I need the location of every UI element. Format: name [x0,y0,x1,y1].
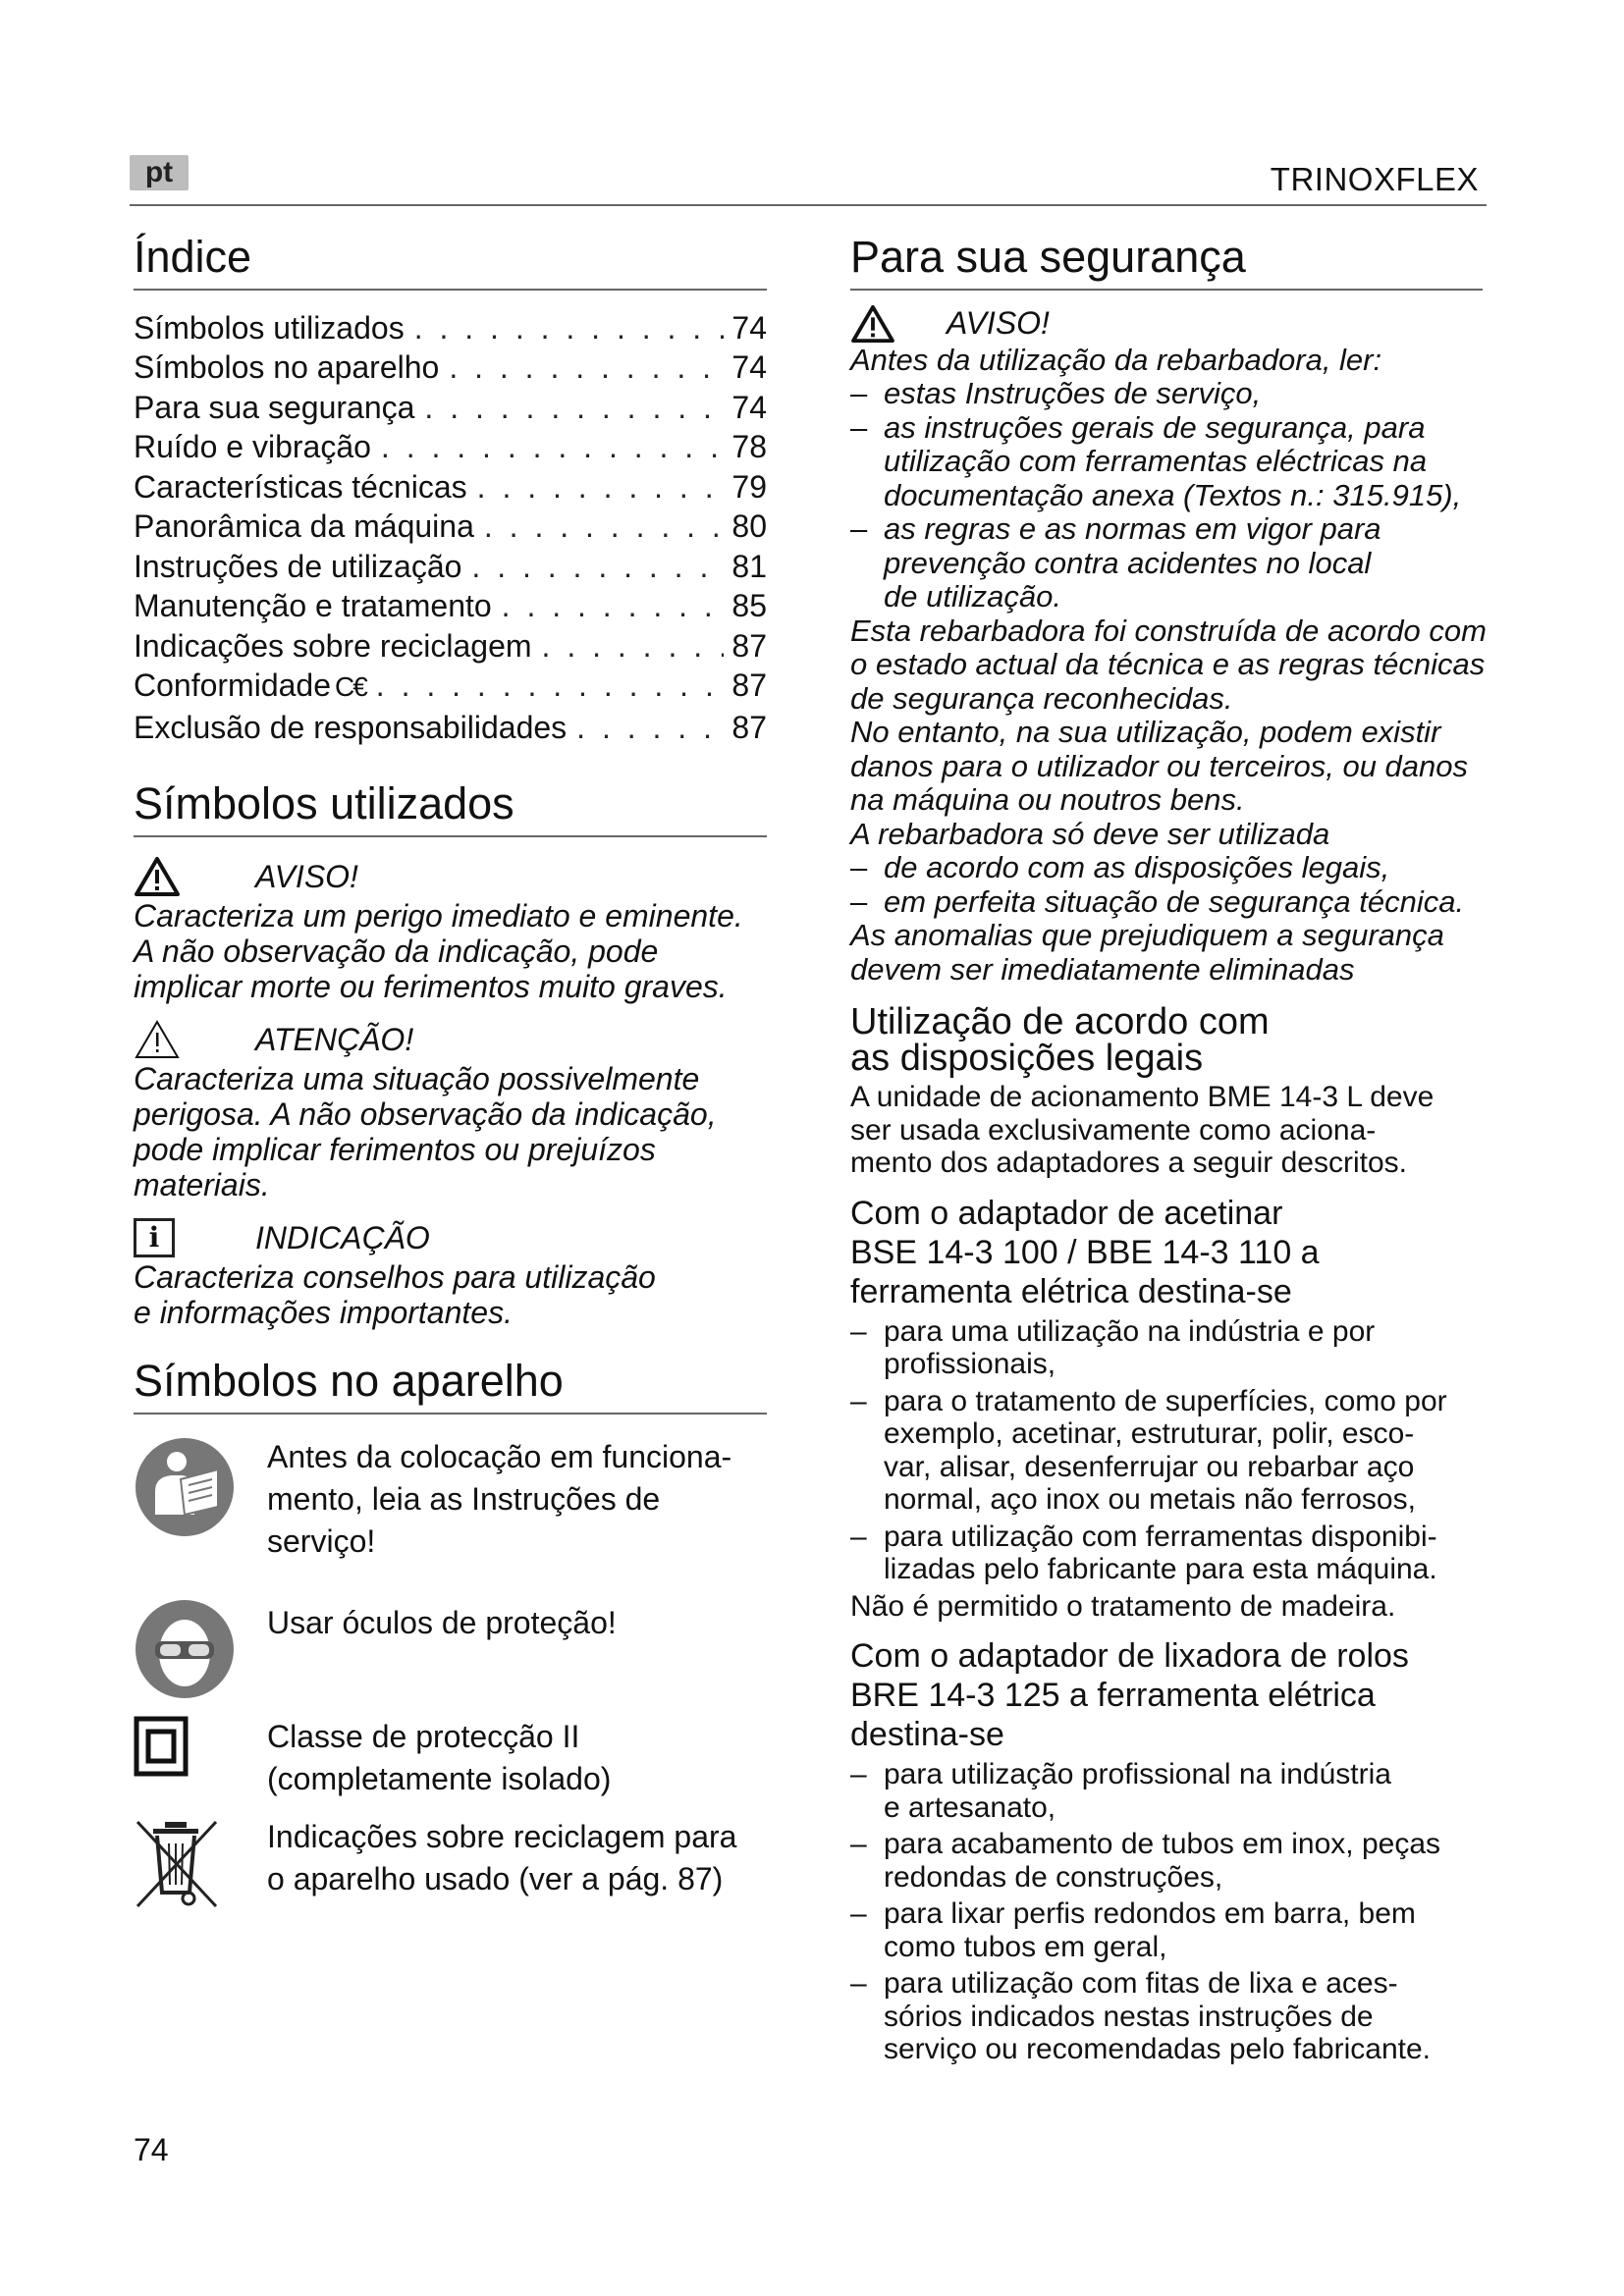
list-item: – em perfeita situação de segurança técnica. [850,885,1518,920]
language-badge: pt [130,155,189,190]
toc-entry[interactable] [134,388,767,428]
toc-entry-page: 87 [731,667,767,704]
list-item: – de acordo com as disposições legais, [850,851,1518,885]
info-icon: i [134,1218,175,1257]
use-conditions-list [850,851,1518,919]
toc-entry[interactable] [134,347,767,388]
safety-intro: Antes da utilização da rebarbadora, ler: [850,342,1382,377]
warning-label: AVISO! [255,858,358,894]
safety-warning-label: AVISO! [947,305,1050,342]
note-label: INDICAÇÃO [255,1219,430,1255]
caution-definition [134,1018,767,1202]
safety-goggles-text: Usar óculos de proteção! [267,1604,617,1640]
toc-entry-page: 79 [731,468,767,505]
document-title: TRINOXFLEX [1270,161,1479,197]
warning-description: Caracteriza um perigo imediato e eminente. A não observação da indicação, pode implicar morte ou ferimentos muito graves. [134,898,743,1004]
toc-entry-page: 80 [731,508,767,545]
table-of-contents [134,308,767,748]
safety-paragraph: Esta rebarbadora foi construída de acordo com o estado actual da técnica e as regras técnicas de segurança reconhecidas. No entanto, na sua utilização, podem existir danos para o utilizador ou terceiros, ou danos na máquina ou noutros bens. A rebarbadora só deve ser utilizada [850,613,1487,851]
toc-entry[interactable] [134,507,767,547]
safety-warning-header [850,304,1518,344]
toc-entry-page: 74 [731,309,767,346]
toc-entry[interactable] [134,708,767,748]
protection-class-ii-icon [134,1716,189,1777]
toc-entry[interactable] [134,666,767,708]
toc-entry-page: 78 [731,429,767,465]
toc-entry-page: 74 [731,389,767,425]
intended-use-body: A unidade de acionamento BME 14-3 L deve ser usada exclusivamente como aciona- mento dos adaptadores a seguir descritos. [850,1081,1435,1180]
device-symbol-row [134,1716,767,1800]
toc-entry-page: 85 [731,588,767,624]
safety-anomalies: As anomalias que prejudiquem a segurança devem ser imediatamente eliminadas [850,918,1444,987]
caution-description: Caracteriza uma situação possivelmente perigosa. A não observação da indicação, pode implicar ferimentos ou prejuízos materiais. [134,1061,717,1202]
page-number: 74 [134,2132,169,2167]
toc-entry-page: 87 [731,709,767,745]
protection-class-text: Classe de protecção II (completamente isolado) [267,1718,612,1796]
device-symbol-row [134,1436,767,1563]
warning-triangle-icon [850,304,895,344]
recycling-text: Indicações sobre reciclagem para o aparelho usado (ver a pág. 87) [267,1818,737,1896]
list-item: – para uma utilização na indústria e por profissionais, [850,1315,1518,1381]
list-item: – as instruções gerais de segurança, para utilização com ferramentas eléctricas na documentação anexa (Textos n.: 315.915), [850,411,1518,513]
satin-adapter-heading: Com o adaptador de acetinar BSE 14-3 100 / BBE 14-3 110 a ferramenta elétrica destina-se [850,1194,1320,1310]
toc-entry[interactable] [134,547,767,587]
toc-entry-label: Para sua segurança [134,389,415,425]
note-definition [134,1216,767,1330]
toc-entry[interactable] [134,427,767,467]
satin-adapter-list [850,1315,1518,1586]
toc-entry[interactable] [134,626,767,667]
safety-goggles-icon [134,1598,236,1700]
toc-entry-label: Panorâmica da máquina [134,508,474,545]
list-item: – para utilização com ferramentas disponibi- lizadas pelo fabricante para esta máquina. [850,1521,1518,1586]
list-item: – para lixar perfis redondos em barra, bem como tubos em geral, [850,1897,1518,1963]
roller-adapter-list [850,1758,1518,2066]
toc-entry-page: 87 [731,627,767,664]
toc-entry-label: Símbolos no aparelho [134,349,440,386]
device-symbol-row [134,1816,767,1910]
safety-title: Para sua segurança [850,232,1483,291]
read-before-use-list [850,377,1518,614]
toc-entry-label: Conformidade C€ [134,667,366,704]
toc-entry-label: Símbolos utilizados [134,309,405,346]
toc-entry-label: Características técnicas [134,468,467,505]
toc-entry-label: Exclusão de responsabilidades [134,709,568,745]
caution-triangle-icon [134,1019,181,1060]
warning-triangle-icon [134,856,181,897]
toc-entry-label: Indicações sobre reciclagem [134,627,532,664]
read-manual-text: Antes da colocação em funciona- mento, leia as Instruções de serviço! [267,1438,732,1559]
list-item: – estas Instruções de serviço, [850,377,1518,411]
roller-adapter-heading: Com o adaptador de lixadora de rolos BRE 14-3 125 a ferramenta elétrica destina-se [850,1637,1409,1754]
wood-not-permitted-note: Não é permitido o tratamento de madeira. [850,1589,1396,1623]
warning-definition [134,855,767,1004]
header-divider [130,204,1487,206]
intended-use-title: Utilização de acordo com as disposições legais [850,1001,1270,1080]
toc-entry-label: Manutenção e tratamento [134,588,492,624]
caution-label: ATENÇÃO! [255,1021,414,1057]
toc-entry-label: Instruções de utilização [134,548,462,584]
toc-entry[interactable] [134,308,767,348]
list-item: – para utilização profissional na indústria e artesanato, [850,1758,1518,1824]
toc-entry-label: Ruído e vibração [134,429,371,465]
right-column [850,232,1518,2070]
toc-entry[interactable] [134,467,767,507]
device-symbol-row [134,1598,767,1700]
list-item: – para utilização com fitas de lixa e aces- sórios indicados nestas instruções de serviço ou recomendadas pelo fabricante. [850,1967,1518,2066]
ce-mark-icon: C€ [335,671,366,703]
crossed-bin-icon [134,1816,222,1910]
left-column [134,232,767,1910]
note-description: Caracteriza conselhos para utilização e informações importantes. [134,1259,656,1330]
list-item: – para acabamento de tubos em inox, peças redondas de construções, [850,1828,1518,1894]
read-manual-icon [134,1436,236,1538]
symbols-used-title: Símbolos utilizados [134,778,767,837]
device-symbols-title: Símbolos no aparelho [134,1356,767,1415]
list-item: – as regras e as normas em vigor para prevenção contra acidentes no local de utilização. [850,512,1518,614]
index-title: Índice [134,232,767,291]
toc-entry[interactable] [134,586,767,626]
toc-entry-page: 74 [731,349,767,386]
toc-entry-page: 81 [731,548,767,584]
list-item: – para o tratamento de superfícies, como por exemplo, acetinar, estruturar, polir, esco- var, alisar, desenferrujar ou rebarbar aço normal, aço inox ou metais não ferrosos, [850,1385,1518,1517]
